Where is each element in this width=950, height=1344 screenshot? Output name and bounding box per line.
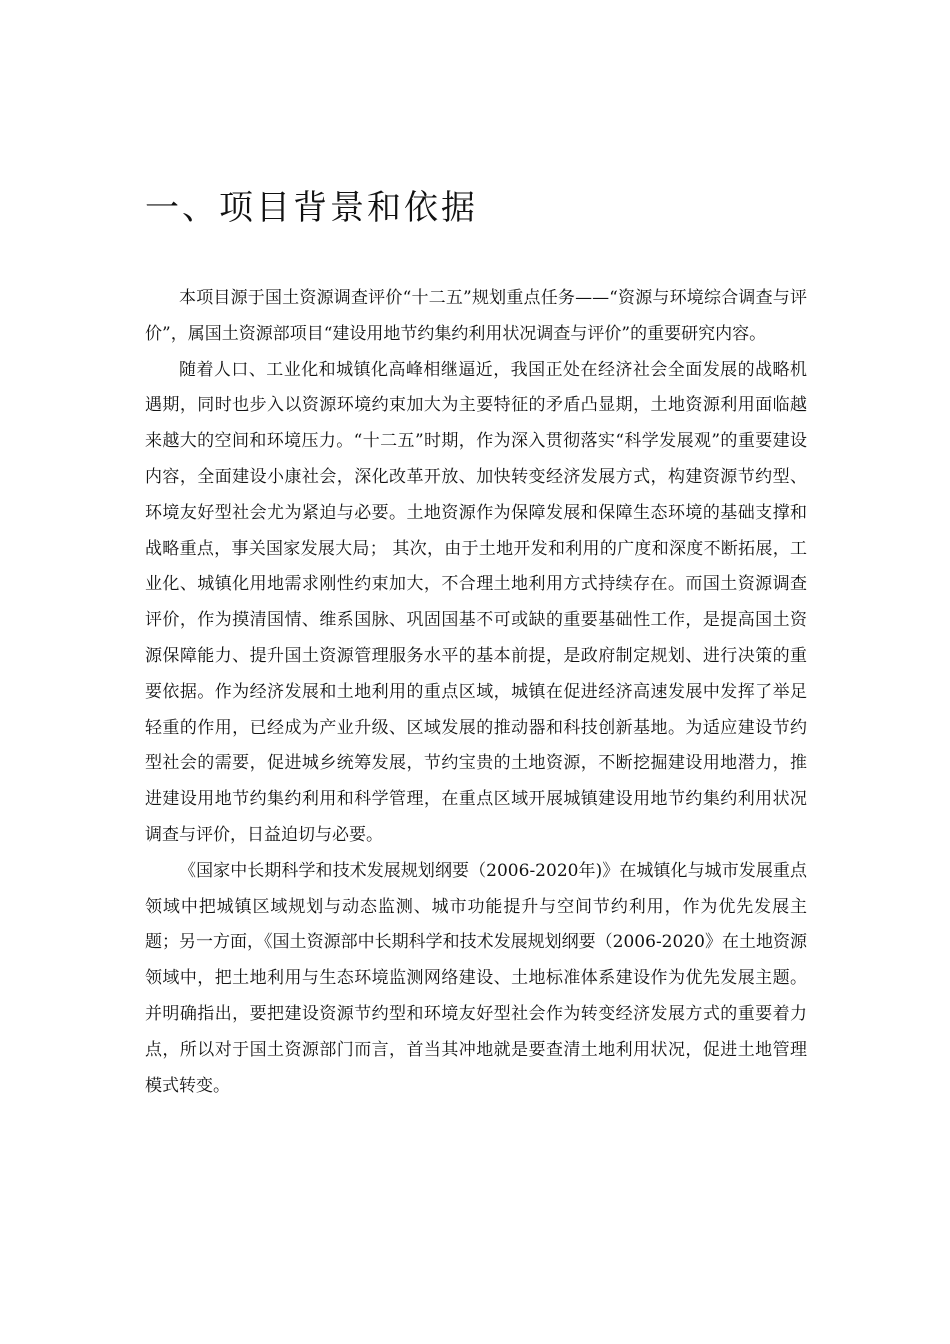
- paragraph-project-source: 本项目源于国土资源调查评价“十二五”规划重点任务——“资源与环境综合调查与评价”，属国土资源部项目“建设用地节约集约利用状况调查与评价”的重要研究内容。: [145, 288, 807, 344]
- paragraph-background: 随着人口、工业化和城镇化高峰相继逼近，我国正处在经济社会全面发展的战略机遇期，同时也步入以资源环境约束加大为主要特征的矛盾凸显期，土地资源利用面临越来越大的空间和环境压力。“十二五”时期，作为深入贯彻落实“科学发展观”的重要建设内容，全面建设小康社会，深化改革开放、加快转变经济发展方式，构建资源节约型、环境友好型社会尤为紧迫与必要。土地资源作为保障发展和保障生态环境的基础支撑和战略重点，事关国家发展大局； 其次，由于土地开发和利用的广度和深度不断拓展，工业化、城镇化用地需求刚性约束加大，不合理土地利用方式持续存在。而国土资源调查评价，作为摸清国情、维系国脉、巩固国基不可或缺的重要基础性工作，是提高国土资源保障能力、提升国土资源管理服务水平的基本前提，是政府制定规划、进行决策的重要依据。作为经济发展和土地利用的重点区域，城镇在促进经济高速发展中发挥了举足轻重的作用，已经成为产业升级、区域发展的推动器和科技创新基地。为适应建设节约型社会的需要，促进城乡统筹发展，节约宝贵的土地资源，不断挖掘建设用地潜力，推进建设用地节约集约利用和科学管理，在重点区域开展城镇建设用地节约集约利用状况调查与评价，日益迫切与必要。: [145, 359, 807, 845]
- paragraph-policy-basis: 《国家中长期科学和技术发展规划纲要（2006-2020年)》在城镇化与城市发展重点领域中把城镇区域规划与动态监测、城市功能提升与空间节约利用，作为优先发展主题；另一方面，《国土资源部中长期科学和技术发展规划纲要（2006-2020》在土地资源领域中，把土地利用与生态环境监测网络建设、土地标准体系建设作为优先发展主题。并明确指出，要把建设资源节约型和环境友好型社会作为转变经济发展方式的重要着力点，所以对于国土资源部门而言，首当其冲地就是要查清土地利用状况，促进土地管理模式转变。: [145, 860, 807, 1096]
- body-text: [145, 281, 807, 1104]
- section-heading: 一、项目背景和依据: [145, 188, 478, 228]
